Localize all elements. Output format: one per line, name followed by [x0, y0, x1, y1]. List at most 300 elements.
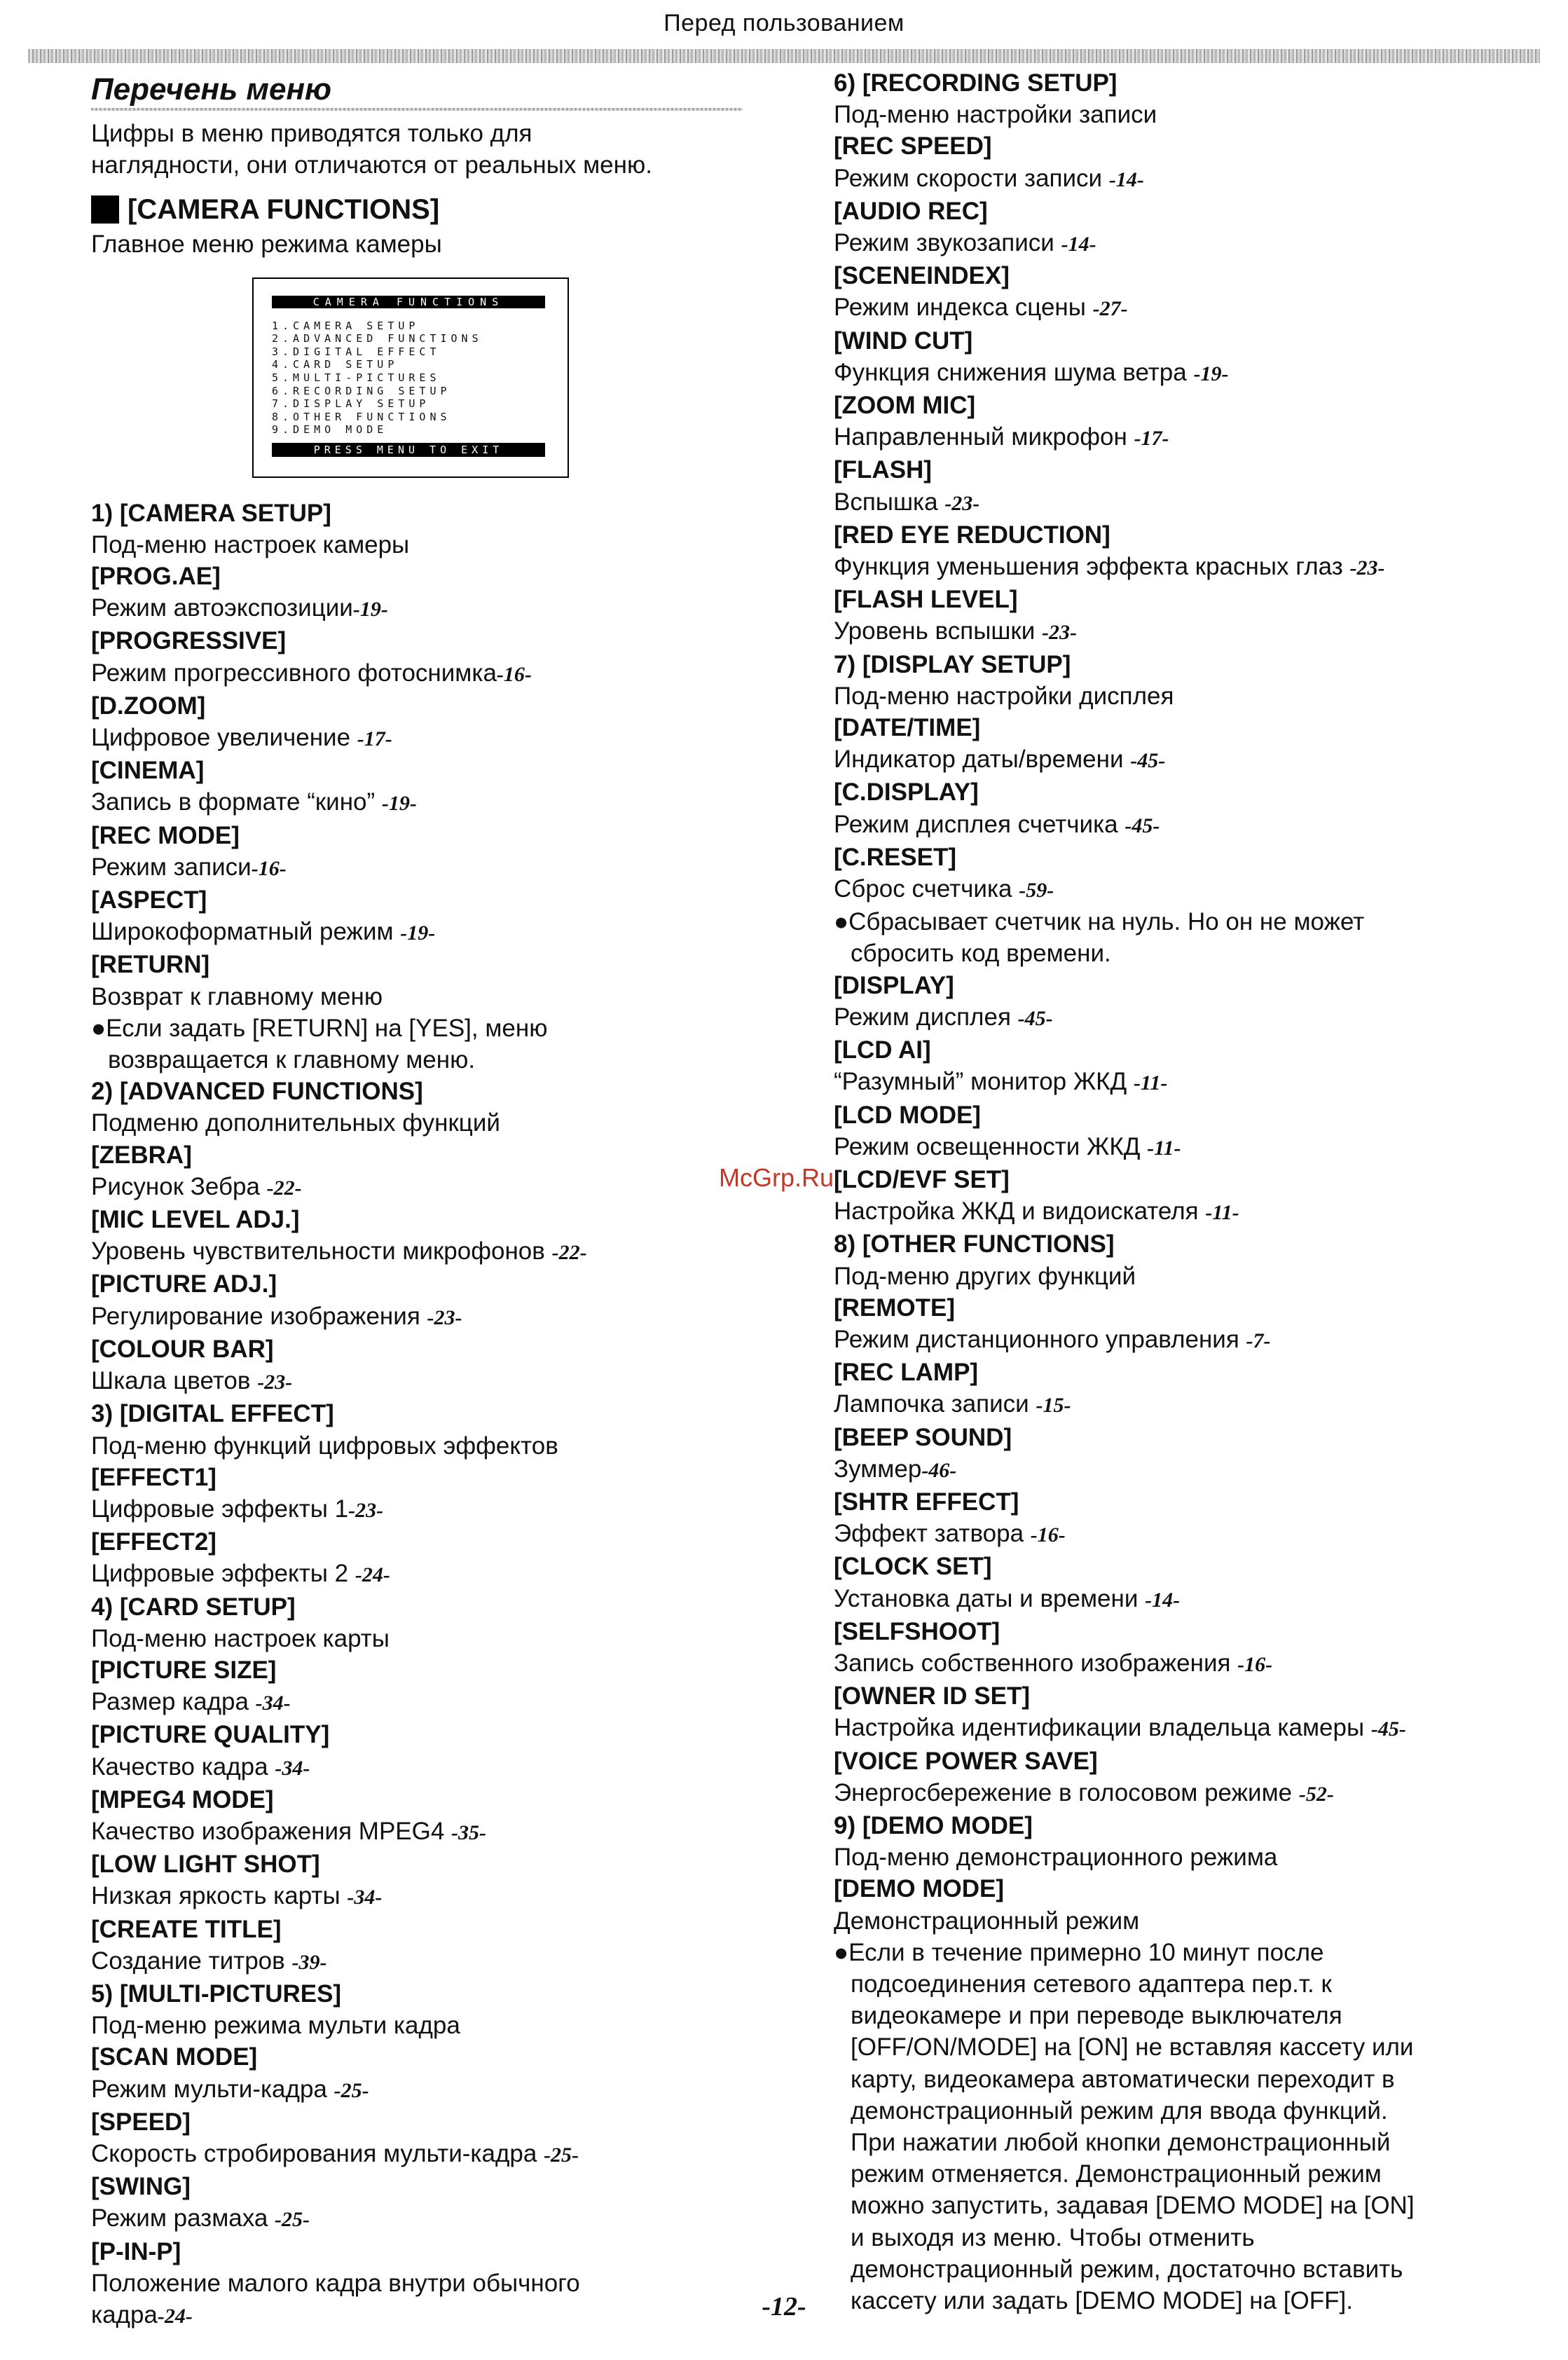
line-text: [VOICE POWER SAVE]	[834, 1747, 1098, 1775]
page-reference: -25-	[333, 2078, 369, 2102]
line-text: Настройка идентификации владельца камеры	[834, 1714, 1371, 1742]
menu-item-description	[91, 2073, 771, 2106]
line-text: 3) [DIGITAL EFFECT]	[91, 1400, 334, 1428]
line-text: Режим дисплея	[834, 1003, 1018, 1031]
note-continuation	[834, 2158, 1513, 2190]
menu-item-key	[834, 325, 1513, 357]
line-text: Под-меню настройки записи	[834, 101, 1157, 129]
page-reference: -34-	[347, 1886, 383, 1909]
line-text: [CREATE TITLE]	[91, 1915, 282, 1943]
note-continuation	[91, 1044, 771, 1076]
menu-item-key	[91, 820, 771, 851]
line-text: [MIC LEVEL ADJ.]	[91, 1206, 300, 1234]
menu-screen-item: 2.ADVANCED FUNCTIONS	[272, 332, 483, 345]
submenu-heading	[834, 1228, 1513, 1260]
menu-item-description	[91, 851, 771, 884]
menu-item-key	[834, 776, 1513, 808]
line-text: Режим дисплея счетчика	[834, 810, 1125, 838]
menu-item-key	[91, 1333, 771, 1365]
line-text: видеокамере и при переводе выключателя	[851, 2002, 1342, 2030]
line-text: Подменю дополнительных функций	[91, 1109, 500, 1137]
menu-item-description	[834, 743, 1513, 776]
note-bullet	[834, 1937, 1513, 1968]
line-text: Широкоформатный режим	[91, 918, 401, 946]
menu-item-description	[834, 809, 1513, 842]
note-continuation	[834, 2190, 1513, 2221]
line-text: Качество кадра	[91, 1752, 275, 1781]
line-text: ●Сбрасывает счетчик на нуль. Но он не может	[834, 908, 1365, 936]
line-text: [PROG.AE]	[91, 563, 221, 591]
menu-item-key	[91, 2171, 771, 2202]
line-text: [REC MODE]	[91, 821, 240, 849]
page-reference: -19-	[381, 792, 417, 816]
line-text: [FLASH LEVEL]	[834, 586, 1018, 614]
menu-item-description	[834, 1001, 1513, 1034]
line-text: 9) [DEMO MODE]	[834, 1811, 1033, 1839]
line-text: [CLOCK SET]	[834, 1553, 992, 1581]
line-text: Под-меню демонстрационного режима	[834, 1844, 1278, 1872]
line-text: подсоединения сетевого адаптера пер.т. к	[851, 1970, 1332, 1998]
menu-item-key	[834, 1551, 1513, 1582]
line-text: [SELFSHOOT]	[834, 1617, 1000, 1645]
line-text: [SPEED]	[91, 2108, 191, 2136]
page-reference: -45-	[1370, 1717, 1406, 1741]
menu-item-key	[834, 454, 1513, 486]
page-reference: -35-	[451, 1820, 487, 1844]
line-text: карту, видеокамера автоматически переходит в	[851, 2065, 1395, 2093]
line-text: [C.RESET]	[834, 843, 956, 871]
line-text: 7) [DISPLAY SETUP]	[834, 650, 1071, 678]
page-reference: -23-	[944, 491, 980, 515]
line-text: [SWING]	[91, 2173, 191, 2201]
left-column	[91, 67, 771, 2332]
line-text: [SCENEINDEX]	[834, 262, 1010, 290]
menu-item-description	[834, 1777, 1513, 1810]
line-text: Режим звукозаписи	[834, 229, 1061, 257]
menu-screen-illustration	[252, 277, 569, 478]
line-text: [C.DISPLAY]	[834, 778, 979, 807]
line-text: [EFFECT2]	[91, 1528, 216, 1556]
submenu-heading	[91, 1591, 771, 1623]
page-reference: -14-	[1145, 1588, 1181, 1612]
line-text: [DATE/TIME]	[834, 714, 981, 742]
section-heading	[91, 191, 771, 228]
menu-screen-item: 7.DISPLAY SETUP	[272, 397, 430, 411]
menu-item-description	[834, 1841, 1513, 1873]
line-text: демонстрационный режим, достаточно вставить	[851, 2255, 1403, 2283]
page-reference: -45-	[1125, 814, 1160, 837]
menu-item-description	[91, 1558, 771, 1591]
menu-item-description	[834, 1324, 1513, 1357]
line-text: Под-меню настройки дисплея	[834, 682, 1174, 710]
menu-item-description	[834, 551, 1513, 584]
menu-item-key	[91, 1654, 771, 1686]
line-text: 1) [CAMERA SETUP]	[91, 499, 331, 527]
line-text: [LOW LIGHT SHOT]	[91, 1851, 320, 1879]
line-text: ●Если в течение примерно 10 минут после	[834, 1938, 1324, 1966]
line-text: Под-меню других функций	[834, 1262, 1136, 1290]
line-text: сбросить код времени.	[851, 940, 1111, 968]
line-text: Положение малого кадра внутри обычного	[91, 2269, 580, 2297]
watermark: McGrp.Ru	[719, 1163, 834, 1192]
menu-screen-title: CAMERA FUNCTIONS	[272, 296, 545, 308]
line-text: Под-меню настроек карты	[91, 1624, 390, 1652]
menu-item-description	[834, 1066, 1513, 1099]
page-reference: -16-	[496, 662, 532, 686]
line-text: [ZEBRA]	[91, 1141, 192, 1169]
menu-screen-item: 3.DIGITAL EFFECT	[272, 345, 441, 358]
line-text: [BEEP SOUND]	[834, 1423, 1012, 1451]
menu-item-description	[91, 1816, 771, 1848]
right-menu-list	[834, 67, 1513, 2317]
line-text: Функция уменьшения эффекта красных глаз	[834, 553, 1350, 581]
line-text: 6) [RECORDING SETUP]	[834, 69, 1117, 97]
page-reference: -46-	[921, 1458, 957, 1482]
menu-item-description	[834, 227, 1513, 260]
page-reference: -14-	[1061, 233, 1096, 256]
menu-item-key	[834, 1164, 1513, 1195]
line-text: [DEMO MODE]	[834, 1875, 1005, 1903]
line-text: Вспышка	[834, 488, 945, 516]
line-text: 4) [CARD SETUP]	[91, 1593, 296, 1621]
line-text: режим отменяется. Демонстрационный режим	[851, 2160, 1382, 2188]
menu-item-description	[834, 357, 1513, 390]
page-reference: -25-	[544, 2143, 579, 2167]
menu-screen-item: 9.DEMO MODE	[272, 423, 388, 437]
page-reference: -23-	[1042, 621, 1078, 645]
line-text: [DISPLAY]	[834, 971, 954, 999]
line-text: Энергосбережение в голосовом режиме	[834, 1778, 1299, 1806]
left-menu-list	[91, 498, 771, 2333]
menu-screen-item: 4.CARD SETUP	[272, 358, 399, 371]
page-reference: -16-	[1030, 1523, 1066, 1547]
page-reference: -17-	[1134, 427, 1169, 451]
line-text: 5) [MULTI-PICTURES]	[91, 1980, 342, 2008]
menu-item-key	[834, 390, 1513, 421]
title-underline	[91, 108, 743, 111]
menu-item-description	[91, 529, 771, 561]
page-reference: -24-	[157, 2304, 193, 2328]
line-text: [PICTURE SIZE]	[91, 1656, 277, 1684]
line-text: Цифровое увеличение	[91, 724, 357, 752]
line-text: кадра	[91, 2300, 158, 2328]
menu-item-description	[91, 1430, 771, 1462]
line-text: [LCD MODE]	[834, 1101, 981, 1129]
menu-item-key	[834, 712, 1513, 743]
menu-item-description	[91, 1107, 771, 1139]
line-text: При нажатии любой кнопки демонстрационный	[851, 2129, 1391, 2156]
line-text: [EFFECT1]	[91, 1463, 216, 1491]
menu-item-description	[834, 1195, 1513, 1228]
line-text: [CINEMA]	[91, 757, 205, 785]
menu-item-description	[834, 1712, 1513, 1745]
menu-item-key	[834, 260, 1513, 291]
menu-item-description	[91, 1623, 771, 1654]
line-text: [PICTURE ADJ.]	[91, 1270, 277, 1298]
line-text: кассету или задать [DEMO MODE] на [OFF].	[851, 2287, 1353, 2315]
line-text: [OWNER ID SET]	[834, 1682, 1030, 1710]
line-text: Под-меню функций цифровых эффектов	[91, 1432, 558, 1460]
line-text: Режим автоэкспозиции	[91, 594, 353, 622]
page-reference: -23-	[427, 1305, 462, 1329]
line-text: Регулирование изображения	[91, 1302, 427, 1330]
line-text: Цифровые эффекты 1	[91, 1495, 349, 1523]
menu-item-key	[91, 884, 771, 916]
line-text: [ZOOM MIC]	[834, 392, 976, 420]
line-text: [RETURN]	[91, 951, 210, 979]
page-number: -12-	[762, 2292, 806, 2321]
menu-item-key	[834, 1745, 1513, 1777]
line-text: Качество изображения MPEG4	[91, 1817, 452, 1845]
menu-item-description	[834, 291, 1513, 324]
intro-line: наглядности, они отличаются от реальных меню.	[91, 151, 652, 179]
line-text: Индикатор даты/времени	[834, 746, 1131, 774]
menu-item-description	[91, 981, 771, 1013]
line-text: [RED EYE REDUCTION]	[834, 521, 1110, 549]
line-text: Размер кадра	[91, 1688, 256, 1716]
line-text: Установка даты и времени	[834, 1584, 1146, 1612]
menu-item-description	[834, 421, 1513, 454]
menu-item-key	[91, 949, 771, 980]
menu-item-key	[834, 1680, 1513, 1712]
menu-item-key	[91, 2236, 771, 2268]
intro	[91, 118, 771, 181]
line-text: [PICTURE QUALITY]	[91, 1721, 330, 1749]
page-reference: -23-	[257, 1371, 293, 1394]
menu-item-key	[834, 130, 1513, 162]
menu-item-description	[91, 1171, 771, 1204]
menu-item-description	[834, 1453, 1513, 1486]
line-text: Режим скорости записи	[834, 164, 1109, 192]
note-bullet	[91, 1013, 771, 1044]
menu-item-description	[91, 657, 771, 690]
submenu-heading	[834, 649, 1513, 680]
line-text: [P-IN-P]	[91, 2237, 181, 2265]
line-text: Режим индекса сцены	[834, 294, 1093, 322]
note-continuation	[834, 2031, 1513, 2063]
menu-item-description	[834, 1647, 1513, 1680]
menu-item-description	[91, 2010, 771, 2041]
menu-item-key	[834, 970, 1513, 1001]
line-text: Скорость стробирования мульти-кадра	[91, 2139, 544, 2167]
page-reference: -11-	[1133, 1071, 1168, 1095]
line-text: Уровень чувствительности микрофонов	[91, 1237, 552, 1265]
menu-item-description	[91, 1301, 771, 1333]
submenu-heading	[91, 498, 771, 529]
line-text: Под-меню режима мульти кадра	[91, 2012, 460, 2040]
menu-item-key	[91, 1848, 771, 1880]
intro-line: Цифры в меню приводятся только для	[91, 120, 532, 147]
menu-item-key	[91, 561, 771, 592]
line-text: [REC SPEED]	[834, 132, 992, 160]
page-reference: -15-	[1036, 1394, 1071, 1418]
menu-item-key	[91, 1784, 771, 1816]
line-text: [OFF/ON/MODE] на [ON] не вставляя кассету или	[851, 2033, 1414, 2061]
line-text: возвращается к главному меню.	[108, 1046, 476, 1074]
line-text: Шкала цветов	[91, 1367, 258, 1395]
menu-item-key	[91, 625, 771, 657]
section-heading-text: [CAMERA FUNCTIONS]	[128, 194, 440, 226]
submenu-heading	[834, 67, 1513, 99]
line-text: и выходя из меню. Чтобы отменить	[851, 2223, 1255, 2251]
page-reference: -23-	[348, 1498, 384, 1522]
note-continuation	[834, 2064, 1513, 2095]
menu-item-key	[834, 842, 1513, 873]
line-text: [SHTR EFFECT]	[834, 1488, 1019, 1516]
page-reference: -17-	[357, 727, 392, 751]
line-text: Режим дистанционного управления	[834, 1325, 1246, 1353]
page-reference: -7-	[1246, 1329, 1271, 1352]
menu-item-key	[834, 1292, 1513, 1324]
page-reference: -34-	[255, 1692, 291, 1715]
line-text: [FLASH]	[834, 456, 932, 484]
page-reference: -22-	[266, 1176, 302, 1200]
menu-item-key	[91, 1719, 771, 1750]
line-text: [REMOTE]	[834, 1294, 956, 1322]
submenu-heading	[91, 1398, 771, 1429]
menu-item-description	[834, 1261, 1513, 1292]
header-rule	[28, 49, 1540, 63]
line-text: “Разумный” монитор ЖКД	[834, 1068, 1134, 1096]
line-text: Рисунок Зебра	[91, 1172, 267, 1200]
section-subtitle: Главное меню режима камеры	[91, 231, 442, 259]
page-reference: -11-	[1147, 1136, 1181, 1160]
menu-screen-list	[272, 320, 483, 437]
page-reference: -23-	[1349, 556, 1385, 580]
page-reference: -45-	[1130, 749, 1166, 773]
line-text: [AUDIO REC]	[834, 197, 988, 225]
menu-item-description	[834, 615, 1513, 648]
note-bullet	[834, 906, 1513, 938]
menu-item-key	[91, 690, 771, 722]
menu-item-key	[91, 1268, 771, 1300]
section-marker-icon	[91, 195, 119, 224]
note-continuation	[834, 2000, 1513, 2031]
page-reference: -45-	[1017, 1006, 1053, 1030]
menu-item-key	[834, 1616, 1513, 1647]
submenu-heading	[91, 1978, 771, 2010]
line-text: Эффект затвора	[834, 1520, 1031, 1548]
menu-item-description	[834, 1583, 1513, 1616]
menu-item-description	[91, 1365, 771, 1398]
line-text: [LCD/EVF SET]	[834, 1165, 1010, 1193]
line-text: демонстрационный режим для ввода функций.	[851, 2097, 1388, 2125]
menu-item-key	[91, 1204, 771, 1235]
menu-item-description	[91, 916, 771, 949]
menu-item-description	[91, 592, 771, 625]
menu-item-key	[91, 1462, 771, 1493]
line-text: [PROGRESSIVE]	[91, 627, 287, 655]
line-text: Демонстрационный режим	[834, 1907, 1140, 1935]
line-text: Режим размаха	[91, 2204, 275, 2232]
line-text: [MPEG4 MODE]	[91, 1785, 274, 1813]
menu-item-description	[834, 1518, 1513, 1551]
line-text: Запись собственного изображения	[834, 1649, 1238, 1677]
line-text: Функция снижения шума ветра	[834, 358, 1194, 386]
line-text: [LCD AI]	[834, 1036, 931, 1064]
menu-item-description	[91, 1493, 771, 1526]
page-reference: -16-	[1237, 1652, 1273, 1676]
menu-item-description	[834, 486, 1513, 519]
line-text: Создание титров	[91, 1947, 292, 1975]
line-text: [WIND CUT]	[834, 327, 973, 355]
menu-item-key	[834, 584, 1513, 615]
menu-item-key	[91, 2106, 771, 2138]
line-text: Режим записи	[91, 853, 252, 881]
menu-item-key	[91, 2041, 771, 2073]
line-text: Сброс счетчика	[834, 875, 1019, 903]
page-reference: -19-	[352, 598, 388, 622]
line-text: [ASPECT]	[91, 886, 207, 914]
menu-item-description	[834, 873, 1513, 906]
page-reference: -39-	[291, 1950, 327, 1974]
note-continuation	[834, 2253, 1513, 2285]
page-reference: -52-	[1298, 1782, 1334, 1806]
menu-item-key	[834, 1034, 1513, 1066]
menu-item-description	[834, 680, 1513, 712]
menu-item-key	[91, 1526, 771, 1558]
menu-item-description	[91, 786, 771, 819]
line-text: Лампочка записи	[834, 1390, 1036, 1418]
right-column	[834, 67, 1513, 2317]
line-text: Настройка ЖКД и видоискателя	[834, 1198, 1206, 1226]
menu-item-key	[834, 1099, 1513, 1131]
line-text: Режим прогрессивного фотоснимка	[91, 659, 497, 687]
menu-screen-item: 6.RECORDING SETUP	[272, 384, 451, 397]
line-text: Под-меню настроек камеры	[91, 530, 410, 558]
page-reference: -22-	[551, 1241, 587, 1265]
menu-item-key	[91, 1139, 771, 1171]
line-text: ●Если задать [RETURN] на [YES], меню	[91, 1014, 548, 1042]
page-reference: -19-	[1193, 362, 1229, 385]
line-text: [REC LAMP]	[834, 1359, 979, 1387]
page-reference: -34-	[275, 1756, 310, 1780]
line-text: [COLOUR BAR]	[91, 1335, 274, 1363]
submenu-heading	[834, 1810, 1513, 1841]
page-title-text: Перечень меню	[91, 72, 332, 107]
page-reference: -11-	[1205, 1201, 1239, 1225]
line-text: Возврат к главному меню	[91, 982, 383, 1010]
menu-item-key	[834, 1357, 1513, 1388]
line-text: Низкая яркость карты	[91, 1882, 348, 1910]
line-text: 8) [OTHER FUNCTIONS]	[834, 1230, 1115, 1258]
menu-item-description	[91, 2138, 771, 2171]
menu-item-description	[91, 2202, 771, 2235]
menu-item-key	[834, 519, 1513, 551]
line-text: [SCAN MODE]	[91, 2043, 258, 2071]
line-text: можно запустить, задавая [DEMO MODE] на [ON]	[851, 2192, 1415, 2220]
line-text: Уровень вспышки	[834, 617, 1043, 645]
menu-item-description	[834, 99, 1513, 130]
page-reference: -24-	[355, 1563, 390, 1587]
note-continuation	[834, 2222, 1513, 2253]
note-continuation	[834, 2127, 1513, 2158]
menu-item-key	[91, 755, 771, 786]
page-reference: -59-	[1019, 879, 1054, 903]
page-reference: -19-	[400, 921, 436, 945]
menu-item-description	[834, 1131, 1513, 1164]
menu-item-key	[91, 1914, 771, 1945]
submenu-heading	[91, 1076, 771, 1107]
menu-item-description	[91, 1686, 771, 1719]
menu-item-description	[91, 722, 771, 755]
menu-item-key	[834, 195, 1513, 227]
line-text: Цифровые эффекты 2	[91, 1560, 355, 1588]
menu-screen-exit: PRESS MENU TO EXIT	[272, 443, 545, 457]
page-reference: -16-	[251, 856, 287, 880]
menu-screen-item: 5.MULTI-PICTURES	[272, 371, 441, 384]
line-text: Режим освещенности ЖКД	[834, 1132, 1148, 1160]
